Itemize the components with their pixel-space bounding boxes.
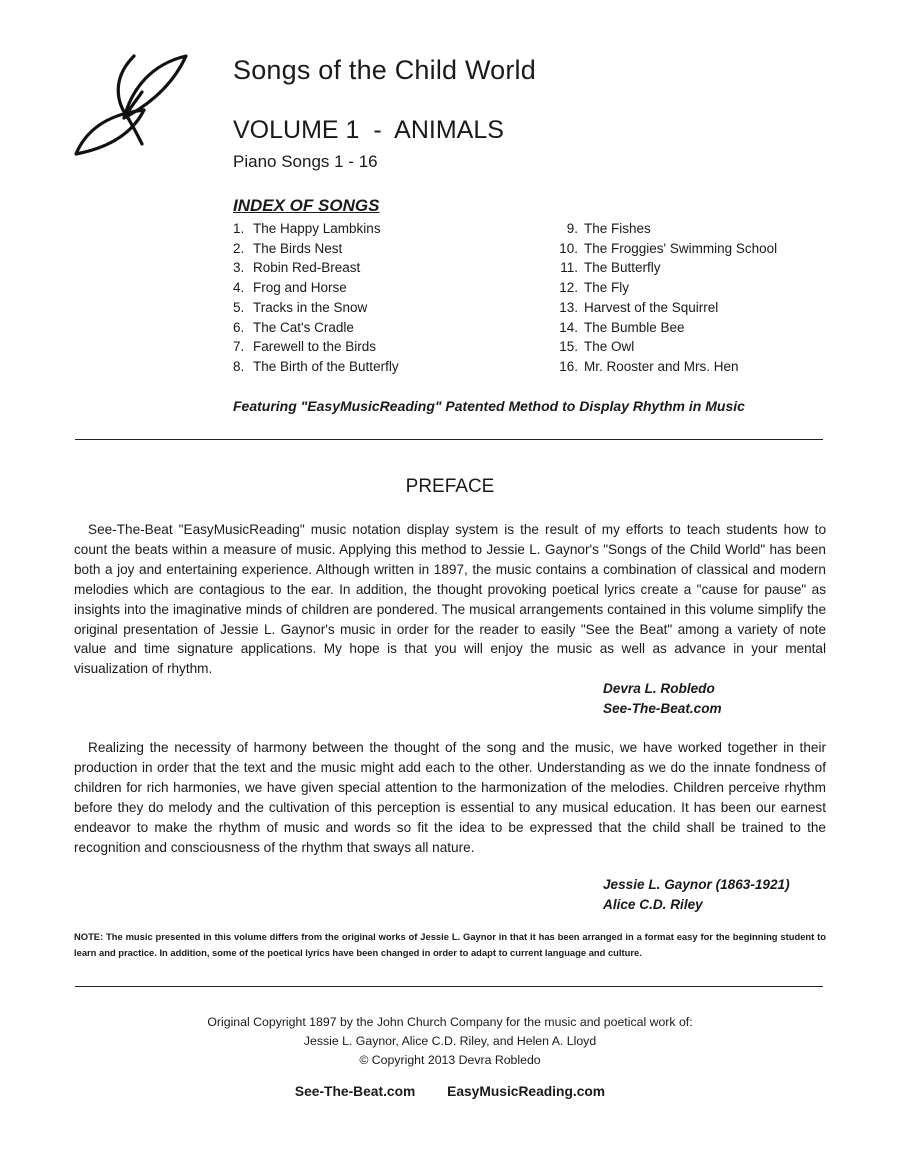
song-number: 14.: [559, 319, 578, 335]
preface-paragraph-2: Realizing the necessity of harmony between the thought of the song and the music, we have worked together in their production in order that the text and the music might add each to the other. Understanding as we do the innate fondness of children for rich harmonies, we have given special attention to the harmonization of the melodies. Children perceive rhythm before they do melody and the cultivation of this perception is essential to any musical education. It has been our earnest endeavor to make the rhythm of music and words so fit the idea to be expressed that the child shall be trained to the recognition and consciousness of the rhythm that sways all nature.: [74, 740, 826, 855]
list-item: [550, 337, 777, 357]
list-item: [233, 298, 399, 318]
song-title: Frog and Horse: [253, 280, 347, 296]
song-number: 9.: [566, 221, 578, 236]
signature-robledo: [603, 679, 722, 719]
document-title: Songs of the Child World: [233, 55, 536, 85]
song-number: 3.: [233, 260, 245, 276]
volume-subtitle: Piano Songs 1 - 16: [233, 152, 378, 171]
song-number: 15.: [559, 339, 578, 355]
song-title: The Owl: [584, 339, 635, 355]
song-number: 4.: [233, 280, 245, 296]
list-item: [550, 219, 777, 239]
song-title: The Bumble Bee: [584, 319, 685, 335]
list-item: [233, 357, 399, 377]
preface-paragraph-1: See-The-Beat "EasyMusicReading" music notation display system is the result of my efforts to teach students how to count the beats within a measure of music. Applying this method to Jessie L. Gaynor's "Songs of the Child World" has been both a joy and entertaining experience. Although written in 1897, the music contains a combination of classical and modern melodies which are contagious to the ear. In addition, the thought provoking poetical lyrics create a "cause for pause" as insights into the imaginative minds of children are pondered. The musical arrangements contained in this volume simplify the original presentation of Jessie L. Gaynor's music in order for the reader to easily "See the Beat" among a variety of note value and time signature applications. My hope is that you will enjoy the music as well as advance in your mental visualization of rhythm.: [74, 522, 826, 677]
bottom-divider: [75, 986, 823, 987]
song-title: Mr. Rooster and Mrs. Hen: [584, 358, 739, 374]
song-title: Farewell to the Birds: [253, 339, 377, 355]
signature-website: See-The-Beat.com: [603, 700, 722, 716]
song-title: Harvest of the Squirrel: [584, 299, 719, 315]
copyright-line: Jessie L. Gaynor, Alice C.D. Riley, and Helen A. Lloyd: [303, 1034, 597, 1048]
song-title: The Fishes: [584, 221, 651, 236]
song-title: Tracks in the Snow: [253, 299, 368, 315]
list-item: [233, 239, 399, 259]
list-item: [233, 318, 399, 338]
signature-name: Devra L. Robledo: [603, 681, 715, 696]
song-title: The Fly: [584, 280, 630, 296]
copyright-line: © Copyright 2013 Devra Robledo: [359, 1053, 541, 1067]
list-item: [233, 337, 399, 357]
list-item: [550, 258, 777, 278]
list-item: [550, 318, 777, 338]
song-number: 16.: [559, 358, 578, 374]
volume-heading: VOLUME 1 - ANIMALS: [233, 116, 504, 144]
song-number: 10.: [559, 240, 578, 256]
top-divider: [75, 439, 823, 440]
list-item: [233, 278, 399, 298]
song-title: The Cat's Cradle: [253, 319, 354, 335]
list-item: [550, 357, 777, 377]
song-title: The Birds Nest: [253, 240, 343, 256]
footer-links: [0, 1084, 900, 1099]
list-item: [550, 239, 777, 259]
song-number: 1.: [233, 221, 245, 236]
copyright-block: [0, 1013, 900, 1070]
featuring-line: Featuring "EasyMusicReading" Patented Method to Display Rhythm in Music: [233, 398, 745, 414]
index-heading: INDEX OF SONGS: [233, 196, 380, 215]
song-list-left: [233, 219, 399, 377]
note-text: NOTE: The music presented in this volume differs from the original works of Jessie L. Gaynor in that it has been arranged in a format easy for the beginning student to learn and practice. In addition, some of the poetical lyrics have been changed in order to adapt to current language and culture.: [74, 931, 826, 958]
list-item: [233, 219, 399, 239]
list-item: [233, 258, 399, 278]
song-title: The Froggies' Swimming School: [584, 240, 778, 256]
preface-heading: PREFACE: [405, 476, 495, 497]
song-number: 8.: [233, 358, 245, 374]
song-number: 12.: [559, 280, 578, 296]
song-title: Robin Red-Breast: [253, 260, 361, 276]
song-number: 2.: [233, 240, 245, 256]
song-title: The Birth of the Butterfly: [253, 358, 399, 374]
signature-name: Jessie L. Gaynor (1863-1921): [603, 877, 790, 892]
signature-gaynor-riley: [603, 875, 790, 915]
easy-music-reading-link[interactable]: EasyMusicReading.com: [447, 1084, 606, 1099]
song-number: 7.: [233, 339, 245, 355]
copyright-line: Original Copyright 1897 by the John Church Company for the music and poetical work of:: [207, 1015, 693, 1029]
song-title: The Butterfly: [584, 260, 661, 276]
song-list-right: [550, 219, 777, 377]
treble-leaf-logo-icon: [72, 48, 192, 160]
song-number: 5.: [233, 299, 245, 315]
song-number: 13.: [559, 299, 578, 315]
song-title: The Happy Lambkins: [253, 221, 381, 236]
see-the-beat-link[interactable]: See-The-Beat.com: [294, 1084, 416, 1099]
list-item: [550, 278, 777, 298]
list-item: [550, 298, 777, 318]
song-number: 6.: [233, 319, 245, 335]
song-number: 11.: [560, 260, 578, 276]
signature-name: Alice C.D. Riley: [603, 896, 703, 912]
